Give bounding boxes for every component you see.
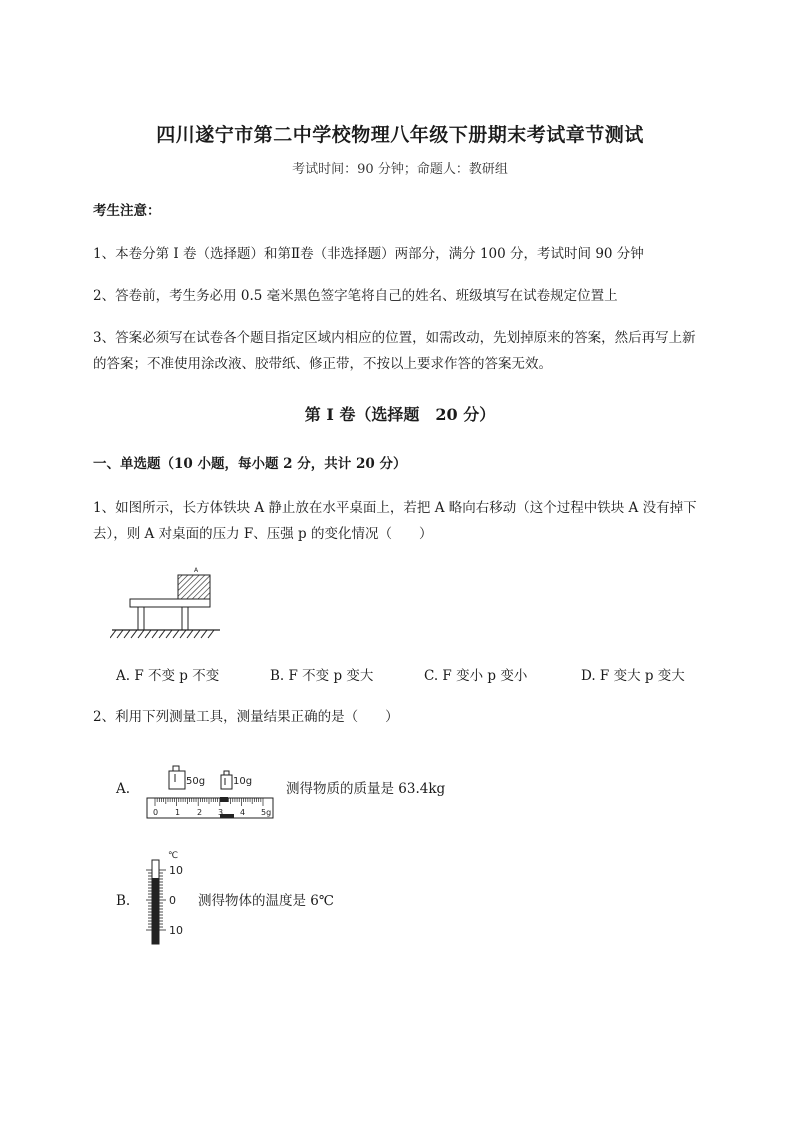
table-leg-right [182, 607, 188, 630]
weight-50g-label: 50g [186, 776, 206, 787]
question-1-figure [110, 562, 225, 644]
thermometer-figure [140, 848, 190, 948]
scale-tick-label: 0 [153, 808, 159, 817]
question-1-option-a[interactable]: A. F 不变 p 不变 [116, 668, 220, 684]
thermometer-tick-label: 10 [169, 864, 183, 877]
table-leg-left [138, 607, 144, 630]
notice-heading: 考生注意： [93, 203, 161, 219]
page-title: 四川遂宁市第二中学校物理八年级下册期末考试章节测试 [156, 124, 644, 146]
question-2-stem: 2、利用下列测量工具，测量结果正确的是（ ） [93, 709, 399, 725]
part-heading: 一、单选题（10 小题，每小题 2 分，共计 20 分） [93, 456, 407, 472]
weight-10g-label: 10g [233, 776, 253, 787]
question-2-option-a-text[interactable]: 测得物质的质量是 63.4kg [286, 781, 446, 797]
question-1-line-1: 1、如图所示，长方体铁块 A 静止放在水平桌面上，若把 A 略向右移动（这个过程中铁块 A 没有掉下 [93, 500, 697, 516]
question-1-option-c[interactable]: C. F 变小 p 变小 [424, 668, 528, 684]
scale-tick-label: 1 [175, 808, 181, 817]
thermometer-tick-label: 0 [169, 894, 176, 907]
block-label: A [194, 567, 199, 574]
rider-icon [220, 797, 228, 802]
iron-block [178, 575, 210, 599]
balance-figure [145, 762, 275, 822]
question-2-option-b-letter[interactable]: B. [116, 893, 131, 909]
notice-item-2: 2、答卷前，考生务必用 0.5 毫米黑色签字笔将自己的姓名、班级填写在试卷规定位置上 [93, 288, 618, 304]
table-top [130, 599, 210, 607]
weight-10g-icon [221, 775, 232, 789]
question-1-option-d[interactable]: D. F 变大 p 变大 [581, 668, 685, 684]
question-2-option-b-text[interactable]: 测得物体的温度是 6℃ [198, 893, 334, 909]
thermometer-liquid [152, 878, 159, 944]
question-1-option-b[interactable]: B. F 不变 p 变大 [270, 668, 374, 684]
scale-tick-label: 2 [197, 808, 203, 817]
section-title: 第 I 卷（选择题 20 分） [304, 405, 496, 424]
question-2-option-a-letter[interactable]: A. [116, 781, 131, 797]
scale-tick-label: 5g [261, 808, 272, 817]
scale-tick-label: 3 [218, 808, 224, 817]
notice-item-3-continued: 的答案；不准使用涂改液、胶带纸、修正带，不按以上要求作答的答案无效。 [93, 356, 552, 372]
ground-hatching [110, 630, 214, 638]
thermometer-unit: ℃ [168, 851, 179, 861]
scale-tick-label: 4 [240, 808, 246, 817]
question-1-line-2: 去），则 A 对桌面的压力 F、压强 p 的变化情况（ ） [93, 526, 433, 542]
page-subtitle: 考试时间：90 分钟；命题人：教研组 [292, 162, 508, 177]
thermometer-tick-label: 10 [169, 924, 183, 937]
notice-item-1: 1、本卷分第 I 卷（选择题）和第Ⅱ卷（非选择题）两部分，满分 100 分，考试时间 90 分钟 [93, 246, 644, 262]
weight-50g-icon [169, 771, 185, 789]
notice-item-3: 3、答案必须写在试卷各个题目指定区域内相应的位置，如需改动，先划掉原来的答案，然后再写上新 [93, 330, 696, 346]
